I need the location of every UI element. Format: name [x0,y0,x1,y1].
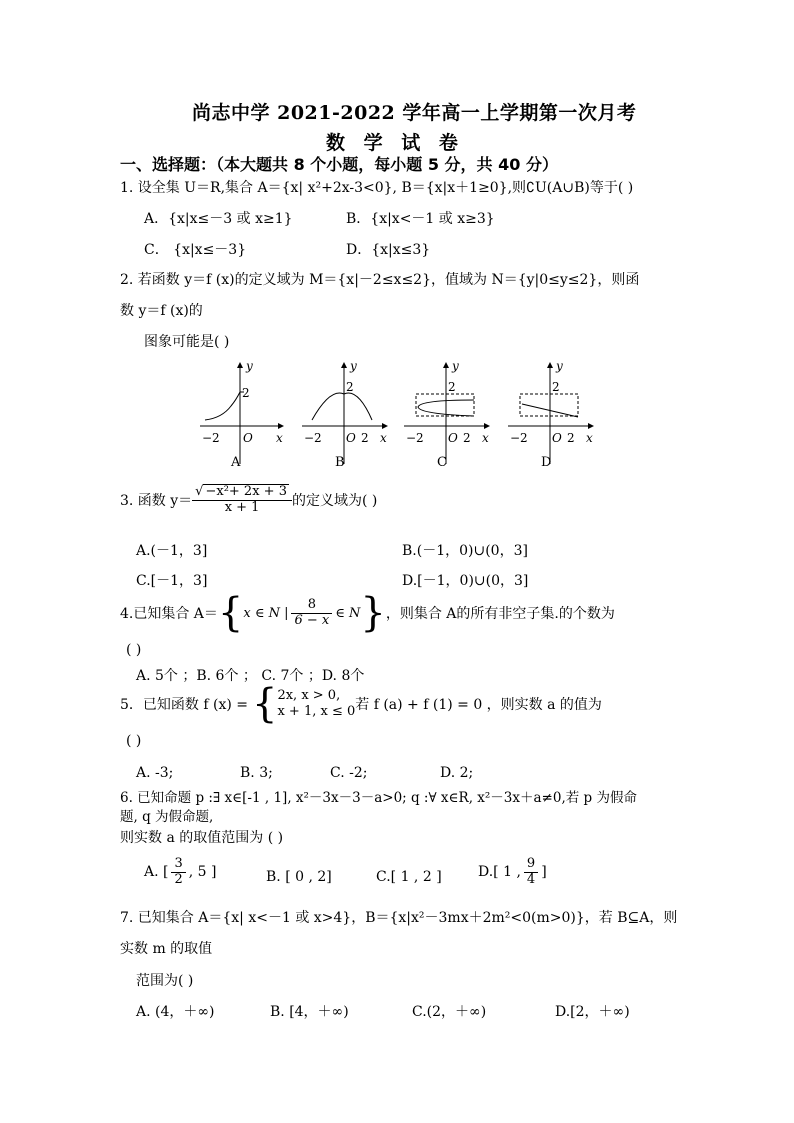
graph-c-tick-pos2: 2 [463,431,471,445]
q2-graphs [196,360,606,472]
q5-paren: ( ) [126,733,142,749]
q3-fraction [192,484,292,516]
q5-piece-2: x + 1, x ≤ 0 [277,704,356,719]
q4-options: A. 5个 ；B. 6个 ； C. 7个 ；D. 8个 [136,668,365,684]
question-6-line1: 6. 已知命题 p :∃ x∈[-1 , 1], x²－3x－3－a>0; q :∀ x∈R, x²－3x＋a≠0,若 p 为假命 [120,790,637,806]
q6-option-d [478,857,547,888]
q6-d-suffix: ] [541,864,547,881]
q1-option-d: D．{x|x≤3} [346,242,431,258]
q3-option-a: A.(－1，3] [136,543,208,559]
graph-c-tick-2: 2 [448,380,456,394]
page-subtitle: 数 学 试 卷 [326,132,464,154]
q3-suffix: 的定义域为( ) [291,492,378,509]
question-7-line3: 范围为( ) [136,973,194,989]
graph-d-tick-2: 2 [552,380,560,394]
graph-a-label: A [231,455,241,470]
q7-option-a: A. (4，＋∞) [136,1004,215,1020]
graph-d-label: D [541,455,552,470]
graph-b-tick-2: 2 [346,380,354,394]
q1-option-c: C． {x|x≤－3} [144,242,247,258]
graph-c-label: C [437,455,447,470]
question-2-stem-line2: 数 y＝f (x)的 [120,303,203,319]
q4-prefix: 4.已知集合 A＝ [120,606,218,623]
q6-a-fraction [171,857,185,888]
question-7-line2: 实数 m 的取值 [120,941,213,957]
q5-option-a: A. -3; [136,765,174,781]
q7-option-d: D.[2，＋∞) [555,1004,630,1020]
graph-b-y-label: y [350,360,357,373]
graph-d-tick-pos2: 2 [567,431,575,445]
q5-suffix: 若 f (a) + f (1) = 0 ，则实数 a 的值为 [355,697,602,713]
graph-a-tick-neg2: −2 [202,431,220,445]
question-6-line3: 则实数 a 的取值范围为 ( ) [120,830,284,846]
graph-b-tick-pos2: 2 [361,431,369,445]
graph-c-y-label: y [452,360,459,373]
graph-b-label: B [335,455,345,470]
q6-a-den: 2 [174,871,183,887]
q6-a-suffix: , 5 ] [188,864,217,881]
q5-piece-1: 2x, x > 0, [277,688,341,703]
graph-a [200,360,284,470]
q5-option-d: D. 2; [440,765,474,781]
q4-set-right: ∈ N [335,605,361,621]
q5-prefix: 5．已知函数 f (x) = [120,697,248,713]
graph-b-tick-neg2: −2 [304,431,322,445]
graph-d [508,360,594,470]
q6-d-fraction [524,857,538,888]
graph-a-origin: O [243,431,253,445]
q6-option-b: B. [ 0 , 2] [266,869,332,885]
page-title: 尚志中学 2021-2022 学年高一上学期第一次月考 [192,102,637,124]
graph-d-x-label: x [586,431,593,445]
q4-frac-den: 6 − x [294,612,330,628]
q5-option-b: B. 3; [240,765,273,781]
q3-prefix: 3. 函数 y＝ [120,492,193,509]
q3-option-b: B.(－1，0)∪(0，3] [402,543,528,559]
q6-a-prefix: A. [ [144,864,169,881]
q6-d-num: 9 [524,857,538,873]
q4-suffix: ，则集合 A的所有非空子集.的个数为 [385,606,615,623]
graph-c-tick-neg2: −2 [406,431,424,445]
q3-option-c: C.[－1，3] [136,573,208,589]
question-1-stem: 1. 设全集 U＝R,集合 A＝{x| x²+2x-3<0}, B＝{x|x＋1≥0},则∁U(A∪B)等于( ) [120,180,634,196]
sqrt-symbol: √ [195,484,204,499]
graph-a-x-label: x [276,431,283,445]
q3-numerator: −x²+ 2x + 3 [205,484,287,499]
graph-b-origin: O [346,431,356,445]
question-5-stem [120,681,602,727]
q6-d-den: 4 [526,871,536,887]
q3-option-d: D.[－1，0)∪(0，3] [402,573,529,589]
q4-frac-num: 8 [291,598,332,614]
q4-set-left: x ∈ N | [243,605,289,621]
left-brace: { [217,590,244,637]
graph-a-y-label: y [246,360,253,373]
q5-option-c: C. -2; [330,765,368,781]
question-7-line1: 7. 已知集合 A＝{x| x<－1 或 x>4}，B＝{x|x²－3mx＋2m²<0(m>0)}，若 B⊆A，则 [120,910,678,926]
right-brace: } [360,590,386,637]
graph-d-origin: O [552,431,562,445]
q5-piecewise [277,688,355,720]
q7-option-c: C.(2，＋∞) [412,1004,487,1020]
q3-denominator: x + 1 [224,499,260,515]
graph-c [404,360,490,470]
q4-fraction [291,598,332,629]
question-3-stem [120,484,377,516]
q7-option-b: B. [4，＋∞) [270,1004,349,1020]
question-6-line2: 题, q 为假命题, [120,809,214,825]
q6-option-a [144,857,217,888]
graph-d-tick-neg2: −2 [510,431,528,445]
q6-option-c: C.[ 1 , 2 ] [376,869,442,885]
graph-c-x-label: x [482,431,489,445]
question-2-stem-line3: 图象可能是( ) [144,334,230,350]
graph-b [302,360,388,470]
question-4-stem [120,590,615,637]
graph-a-tick-2: 2 [242,386,250,400]
question-2-stem-line1: 2. 若函数 y＝f (x)的定义域为 M＝{x|－2≤x≤2}，值域为 N＝{y|0≤y≤2}，则函 [120,272,640,288]
q1-option-b: B．{x|x<－1 或 x≥3} [346,211,495,227]
q1-option-a: A．{x|x≤－3 或 x≥1} [144,211,293,227]
graph-d-y-label: y [556,360,563,373]
q6-d-prefix: D.[ 1 , [478,864,521,881]
section-heading: 一、选择题：（本大题共 8 个小题，每小题 5 分，共 40 分） [120,155,558,174]
graph-c-origin: O [448,431,458,445]
q6-a-num: 3 [171,857,185,873]
q4-paren: ( ) [126,642,142,658]
graph-b-x-label: x [380,431,387,445]
piecewise-brace: { [252,681,278,727]
